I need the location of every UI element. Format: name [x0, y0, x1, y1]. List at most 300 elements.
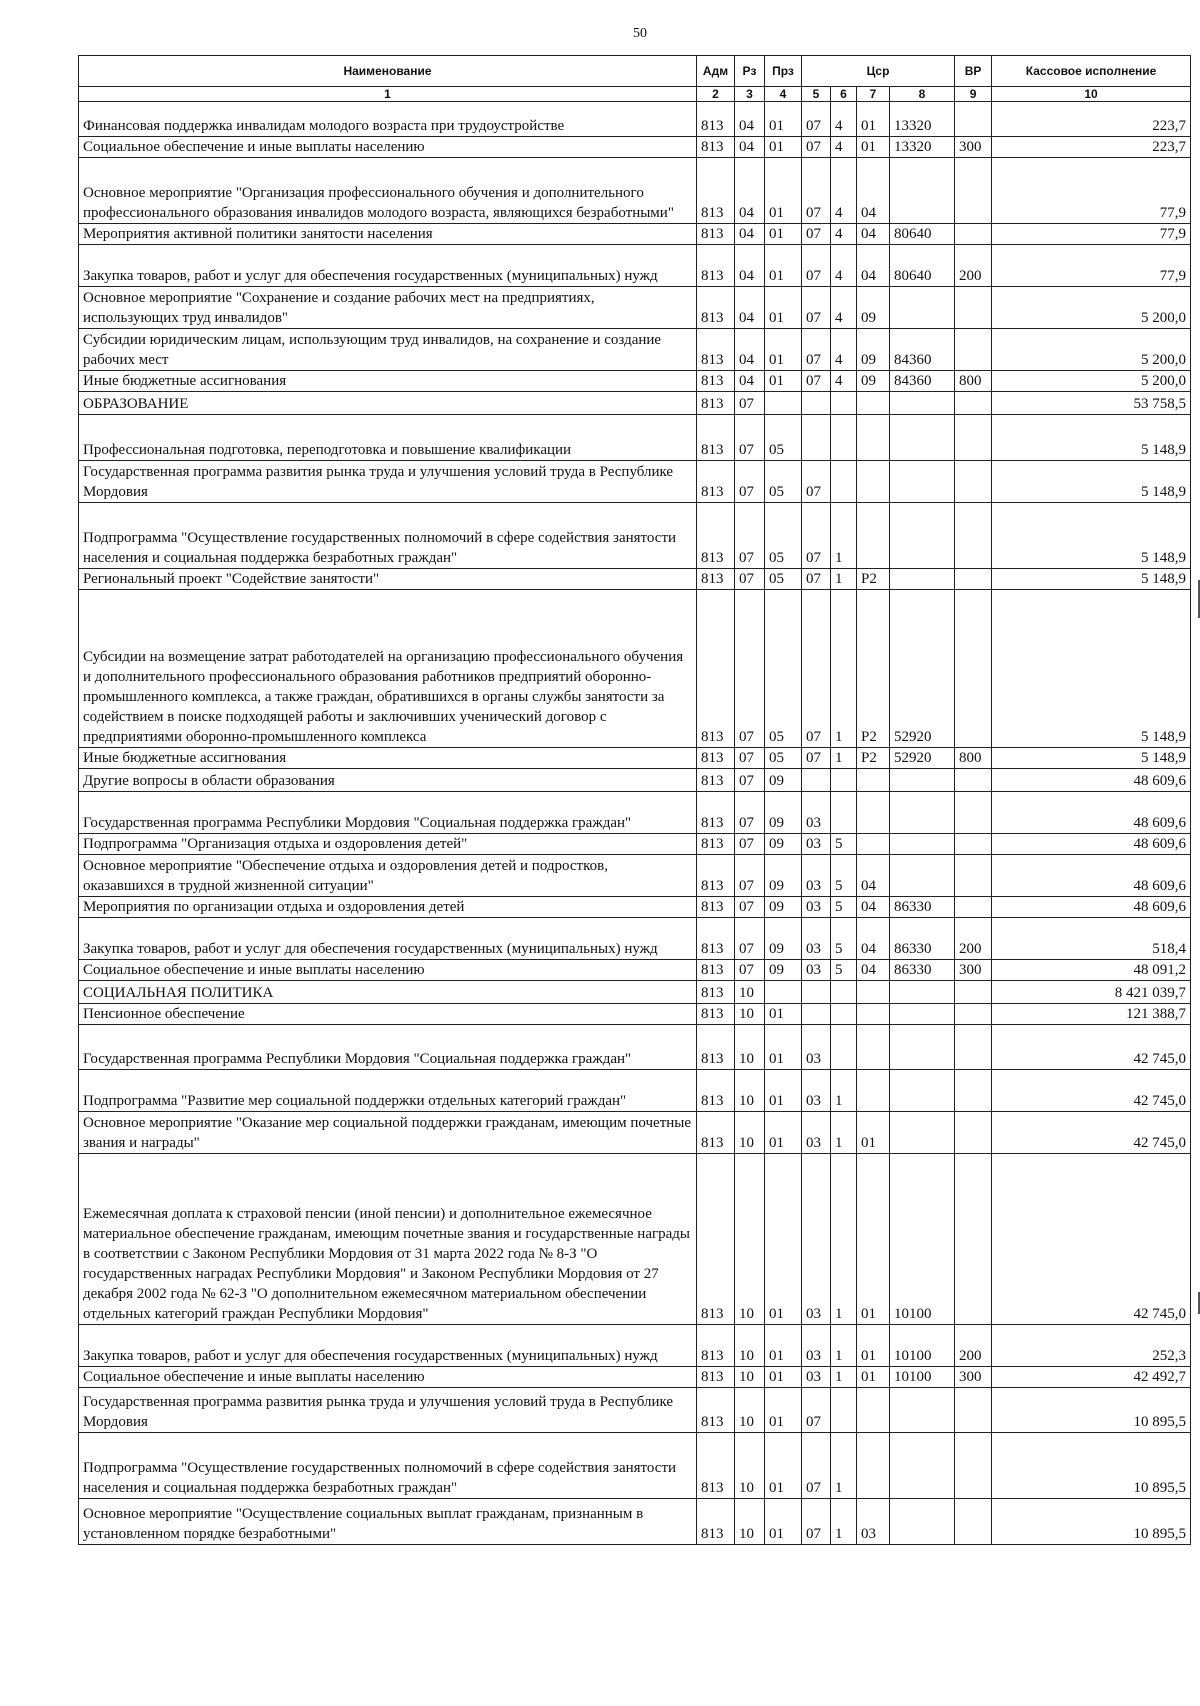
row-name: Государственная программа Республики Мордовия "Социальная поддержка граждан": [79, 1025, 697, 1070]
prz-code: 05: [765, 748, 802, 769]
csr-program: 07: [802, 569, 831, 590]
row-name: Иные бюджетные ассигнования: [79, 748, 697, 769]
adm-code: 813: [697, 158, 735, 224]
rz-code: 07: [735, 392, 765, 415]
prz-code: 05: [765, 503, 802, 569]
table-row: [79, 769, 1191, 792]
vr-code: 300: [955, 1367, 992, 1388]
csr-subprogram: 4: [831, 137, 857, 158]
csr-program: 07: [802, 329, 831, 371]
adm-code: 813: [697, 960, 735, 981]
csr-event: [857, 769, 890, 792]
rz-code: 04: [735, 287, 765, 329]
row-name: Государственная программа развития рынка труда и улучшения условий труда в Республике Мордовия: [79, 1388, 697, 1433]
column-number: 3: [735, 87, 765, 102]
csr-direction: 10100: [890, 1367, 955, 1388]
row-name: Субсидии на возмещение затрат работодателей на организацию профессионального обучения и дополнительного профессионального образования работников предприятий оборонно-промышленного комплекса, а также граждан, обратившихся в органы службы занятости за содействием в поиске подходящей работы и заключивших ученический договор с предприятиями оборонно-промышленного комплекса: [79, 590, 697, 748]
table-row: [79, 918, 1191, 960]
csr-subprogram: 4: [831, 158, 857, 224]
csr-direction: [890, 769, 955, 792]
header-name: Наименование: [79, 56, 697, 87]
rz-code: 07: [735, 503, 765, 569]
row-name: Пенсионное обеспечение: [79, 1004, 697, 1025]
csr-event: 04: [857, 158, 890, 224]
amount-value: 42 745,0: [992, 1154, 1191, 1325]
csr-direction: 52920: [890, 748, 955, 769]
vr-code: [955, 1154, 992, 1325]
column-number: 10: [992, 87, 1191, 102]
vr-code: [955, 503, 992, 569]
amount-value: 77,9: [992, 245, 1191, 287]
row-name: Подпрограмма "Организация отдыха и оздоровления детей": [79, 834, 697, 855]
row-name: ОБРАЗОВАНИЕ: [79, 392, 697, 415]
adm-code: 813: [697, 769, 735, 792]
prz-code: 09: [765, 855, 802, 897]
csr-event: P2: [857, 748, 890, 769]
prz-code: 01: [765, 371, 802, 392]
csr-event: 09: [857, 329, 890, 371]
csr-event: 01: [857, 137, 890, 158]
csr-subprogram: 1: [831, 503, 857, 569]
rz-code: 10: [735, 1025, 765, 1070]
amount-value: 10 895,5: [992, 1499, 1191, 1545]
header-adm: Адм: [697, 56, 735, 87]
csr-subprogram: 4: [831, 287, 857, 329]
prz-code: 01: [765, 287, 802, 329]
amount-value: 5 200,0: [992, 329, 1191, 371]
table-row: [79, 224, 1191, 245]
csr-subprogram: 4: [831, 102, 857, 137]
csr-direction: [890, 1433, 955, 1499]
row-name: Закупка товаров, работ и услуг для обеспечения государственных (муниципальных) нужд: [79, 245, 697, 287]
adm-code: 813: [697, 392, 735, 415]
table-row: [79, 981, 1191, 1004]
csr-event: P2: [857, 569, 890, 590]
csr-subprogram: [831, 461, 857, 503]
table-row: [79, 569, 1191, 590]
rz-code: 07: [735, 461, 765, 503]
csr-program: 07: [802, 245, 831, 287]
row-name: Закупка товаров, работ и услуг для обеспечения государственных (муниципальных) нужд: [79, 918, 697, 960]
rz-code: 04: [735, 224, 765, 245]
csr-event: [857, 1433, 890, 1499]
csr-subprogram: [831, 792, 857, 834]
csr-direction: [890, 569, 955, 590]
amount-value: 8 421 039,7: [992, 981, 1191, 1004]
csr-subprogram: [831, 1025, 857, 1070]
csr-direction: [890, 415, 955, 461]
csr-direction: 84360: [890, 371, 955, 392]
csr-direction: 84360: [890, 329, 955, 371]
csr-program: 03: [802, 855, 831, 897]
amount-value: 5 148,9: [992, 503, 1191, 569]
amount-value: 252,3: [992, 1325, 1191, 1367]
csr-event: 04: [857, 897, 890, 918]
amount-value: 48 609,6: [992, 834, 1191, 855]
header-csr: Цср: [802, 56, 955, 87]
amount-value: 121 388,7: [992, 1004, 1191, 1025]
rz-code: 10: [735, 1112, 765, 1154]
csr-event: [857, 1388, 890, 1433]
csr-subprogram: [831, 1388, 857, 1433]
prz-code: 01: [765, 1025, 802, 1070]
prz-code: 01: [765, 102, 802, 137]
amount-value: 10 895,5: [992, 1433, 1191, 1499]
csr-program: 03: [802, 1154, 831, 1325]
adm-code: 813: [697, 1112, 735, 1154]
amount-value: 48 091,2: [992, 960, 1191, 981]
adm-code: 813: [697, 102, 735, 137]
vr-code: 300: [955, 137, 992, 158]
adm-code: 813: [697, 1154, 735, 1325]
amount-value: 5 200,0: [992, 371, 1191, 392]
csr-program: [802, 392, 831, 415]
csr-subprogram: 4: [831, 224, 857, 245]
csr-direction: 13320: [890, 102, 955, 137]
vr-code: 200: [955, 918, 992, 960]
csr-event: 09: [857, 287, 890, 329]
csr-direction: [890, 834, 955, 855]
vr-code: [955, 834, 992, 855]
csr-subprogram: 1: [831, 1499, 857, 1545]
adm-code: 813: [697, 461, 735, 503]
table-row: [79, 855, 1191, 897]
table-row: [79, 1433, 1191, 1499]
prz-code: 01: [765, 245, 802, 287]
prz-code: [765, 392, 802, 415]
csr-direction: [890, 1499, 955, 1545]
prz-code: 01: [765, 224, 802, 245]
csr-subprogram: 5: [831, 834, 857, 855]
row-name: Основное мероприятие "Организация профессионального обучения и дополнительного профессионального образования инвалидов молодого возраста, являющихся безработными": [79, 158, 697, 224]
csr-program: 03: [802, 1367, 831, 1388]
csr-event: [857, 834, 890, 855]
header-prz: Прз: [765, 56, 802, 87]
vr-code: [955, 897, 992, 918]
adm-code: 813: [697, 1025, 735, 1070]
adm-code: 813: [697, 415, 735, 461]
csr-program: 07: [802, 503, 831, 569]
csr-event: [857, 1004, 890, 1025]
amount-value: 48 609,6: [992, 769, 1191, 792]
csr-subprogram: [831, 1004, 857, 1025]
csr-program: 07: [802, 461, 831, 503]
column-number: 1: [79, 87, 697, 102]
csr-direction: 10100: [890, 1154, 955, 1325]
csr-direction: 10100: [890, 1325, 955, 1367]
csr-subprogram: [831, 415, 857, 461]
csr-direction: 13320: [890, 137, 955, 158]
csr-direction: [890, 1004, 955, 1025]
rz-code: 10: [735, 1499, 765, 1545]
table-row: [79, 461, 1191, 503]
rz-code: 07: [735, 897, 765, 918]
csr-program: 03: [802, 1325, 831, 1367]
csr-event: 04: [857, 245, 890, 287]
adm-code: 813: [697, 792, 735, 834]
amount-value: 48 609,6: [992, 792, 1191, 834]
csr-direction: [890, 855, 955, 897]
row-name: Мероприятия по организации отдыха и оздоровления детей: [79, 897, 697, 918]
csr-event: 09: [857, 371, 890, 392]
row-name: Основное мероприятие "Сохранение и создание рабочих мест на предприятиях, использующих труд инвалидов": [79, 287, 697, 329]
amount-value: 42 745,0: [992, 1070, 1191, 1112]
row-name: Финансовая поддержка инвалидам молодого возраста при трудоустройстве: [79, 102, 697, 137]
vr-code: [955, 1025, 992, 1070]
csr-direction: 80640: [890, 245, 955, 287]
csr-subprogram: 1: [831, 748, 857, 769]
csr-program: [802, 415, 831, 461]
rz-code: 04: [735, 158, 765, 224]
adm-code: 813: [697, 918, 735, 960]
adm-code: 813: [697, 1499, 735, 1545]
csr-event: [857, 503, 890, 569]
column-number: 6: [831, 87, 857, 102]
prz-code: 05: [765, 415, 802, 461]
rz-code: 10: [735, 1004, 765, 1025]
table-row: [79, 1388, 1191, 1433]
csr-direction: [890, 981, 955, 1004]
prz-code: 01: [765, 1112, 802, 1154]
vr-code: [955, 287, 992, 329]
table-row: [79, 897, 1191, 918]
csr-direction: [890, 1112, 955, 1154]
csr-event: 04: [857, 855, 890, 897]
adm-code: 813: [697, 224, 735, 245]
table-row: [79, 792, 1191, 834]
table-row: [79, 102, 1191, 137]
adm-code: 813: [697, 1367, 735, 1388]
header-amount: Кассовое исполнение: [992, 56, 1191, 87]
vr-code: [955, 224, 992, 245]
vr-code: [955, 1004, 992, 1025]
row-name: СОЦИАЛЬНАЯ ПОЛИТИКА: [79, 981, 697, 1004]
vr-code: [955, 1112, 992, 1154]
csr-program: 03: [802, 918, 831, 960]
csr-direction: [890, 1388, 955, 1433]
table-row: [79, 1499, 1191, 1545]
table-body: [79, 102, 1191, 1545]
csr-direction: [890, 503, 955, 569]
table-row: [79, 1325, 1191, 1367]
rz-code: 04: [735, 371, 765, 392]
header-vr: ВР: [955, 56, 992, 87]
header-rz: Рз: [735, 56, 765, 87]
csr-subprogram: 1: [831, 1112, 857, 1154]
table-row: [79, 1154, 1191, 1325]
row-name: Региональный проект "Содействие занятости": [79, 569, 697, 590]
amount-value: 223,7: [992, 137, 1191, 158]
csr-event: 04: [857, 224, 890, 245]
csr-direction: [890, 1025, 955, 1070]
rz-code: 07: [735, 748, 765, 769]
csr-event: [857, 792, 890, 834]
rz-code: 10: [735, 1367, 765, 1388]
csr-event: [857, 461, 890, 503]
vr-code: 200: [955, 1325, 992, 1367]
rz-code: 04: [735, 329, 765, 371]
adm-code: 813: [697, 897, 735, 918]
row-name: Социальное обеспечение и иные выплаты населению: [79, 1367, 697, 1388]
csr-direction: [890, 792, 955, 834]
amount-value: 77,9: [992, 158, 1191, 224]
table-row: [79, 392, 1191, 415]
prz-code: 01: [765, 1433, 802, 1499]
column-number: 2: [697, 87, 735, 102]
csr-event: [857, 981, 890, 1004]
prz-code: 01: [765, 1154, 802, 1325]
vr-code: [955, 855, 992, 897]
csr-program: 03: [802, 1025, 831, 1070]
vr-code: [955, 1388, 992, 1433]
prz-code: 05: [765, 461, 802, 503]
adm-code: 813: [697, 748, 735, 769]
table-row: [79, 1367, 1191, 1388]
csr-event: 01: [857, 1325, 890, 1367]
table-row: [79, 371, 1191, 392]
csr-direction: [890, 392, 955, 415]
csr-program: 07: [802, 287, 831, 329]
csr-program: 07: [802, 137, 831, 158]
row-name: Государственная программа развития рынка труда и улучшения условий труда в Республике Мордовия: [79, 461, 697, 503]
rz-code: 04: [735, 245, 765, 287]
prz-code: 01: [765, 1325, 802, 1367]
row-name: Основное мероприятие "Оказание мер социальной поддержки гражданам, имеющим почетные звания и награды": [79, 1112, 697, 1154]
csr-program: 03: [802, 897, 831, 918]
csr-program: 07: [802, 748, 831, 769]
row-name: Основное мероприятие "Осуществление социальных выплат гражданам, признанным в установленном порядке безработными": [79, 1499, 697, 1545]
csr-event: 04: [857, 960, 890, 981]
vr-code: [955, 329, 992, 371]
table-row: [79, 245, 1191, 287]
adm-code: 813: [697, 371, 735, 392]
vr-code: 800: [955, 748, 992, 769]
amount-value: 5 148,9: [992, 569, 1191, 590]
prz-code: 01: [765, 1004, 802, 1025]
prz-code: 01: [765, 1499, 802, 1545]
amount-value: 5 148,9: [992, 415, 1191, 461]
prz-code: 09: [765, 792, 802, 834]
csr-program: [802, 769, 831, 792]
adm-code: 813: [697, 329, 735, 371]
column-number: 4: [765, 87, 802, 102]
row-name: Подпрограмма "Осуществление государственных полномочий в сфере содействия занятости населения и социальная поддержка безработных граждан": [79, 1433, 697, 1499]
csr-subprogram: 5: [831, 855, 857, 897]
vr-code: 200: [955, 245, 992, 287]
rz-code: 10: [735, 981, 765, 1004]
adm-code: 813: [697, 834, 735, 855]
csr-event: 01: [857, 1154, 890, 1325]
table-row: [79, 1070, 1191, 1112]
csr-subprogram: 1: [831, 1433, 857, 1499]
table-row: [79, 1004, 1191, 1025]
rz-code: 10: [735, 1154, 765, 1325]
row-name: Другие вопросы в области образования: [79, 769, 697, 792]
rz-code: 07: [735, 415, 765, 461]
csr-subprogram: 5: [831, 960, 857, 981]
column-number: 9: [955, 87, 992, 102]
adm-code: 813: [697, 1433, 735, 1499]
table-row: [79, 329, 1191, 371]
csr-subprogram: 4: [831, 329, 857, 371]
csr-program: 03: [802, 1070, 831, 1112]
budget-table: [78, 55, 1191, 1545]
rz-code: 07: [735, 834, 765, 855]
amount-value: 53 758,5: [992, 392, 1191, 415]
rz-code: 04: [735, 137, 765, 158]
csr-subprogram: 1: [831, 1325, 857, 1367]
row-name: Иные бюджетные ассигнования: [79, 371, 697, 392]
prz-code: 09: [765, 918, 802, 960]
column-number: 7: [857, 87, 890, 102]
table-row: [79, 1112, 1191, 1154]
prz-code: 05: [765, 590, 802, 748]
table-row: [79, 415, 1191, 461]
csr-program: [802, 1004, 831, 1025]
row-name: Социальное обеспечение и иные выплаты населению: [79, 137, 697, 158]
adm-code: 813: [697, 590, 735, 748]
vr-code: [955, 769, 992, 792]
amount-value: 42 745,0: [992, 1112, 1191, 1154]
csr-subprogram: 1: [831, 1154, 857, 1325]
table-row: [79, 158, 1191, 224]
rz-code: 10: [735, 1325, 765, 1367]
column-number: 5: [802, 87, 831, 102]
rz-code: 07: [735, 569, 765, 590]
csr-subprogram: 4: [831, 245, 857, 287]
csr-subprogram: [831, 392, 857, 415]
vr-code: [955, 415, 992, 461]
adm-code: 813: [697, 1070, 735, 1112]
amount-value: 5 148,9: [992, 748, 1191, 769]
column-number-row: [79, 87, 1191, 102]
adm-code: 813: [697, 503, 735, 569]
csr-subprogram: 1: [831, 1070, 857, 1112]
amount-value: 223,7: [992, 102, 1191, 137]
rz-code: 07: [735, 960, 765, 981]
csr-direction: 86330: [890, 960, 955, 981]
vr-code: [955, 1070, 992, 1112]
csr-subprogram: 5: [831, 897, 857, 918]
row-name: Мероприятия активной политики занятости населения: [79, 224, 697, 245]
csr-program: 03: [802, 834, 831, 855]
rz-code: 07: [735, 769, 765, 792]
csr-event: [857, 1025, 890, 1070]
csr-subprogram: 5: [831, 918, 857, 960]
table-row: [79, 590, 1191, 748]
csr-direction: 80640: [890, 224, 955, 245]
csr-program: 07: [802, 1499, 831, 1545]
table-row: [79, 1025, 1191, 1070]
vr-code: 300: [955, 960, 992, 981]
adm-code: 813: [697, 1004, 735, 1025]
csr-program: 07: [802, 102, 831, 137]
csr-event: 01: [857, 1367, 890, 1388]
adm-code: 813: [697, 981, 735, 1004]
vr-code: [955, 102, 992, 137]
csr-event: [857, 415, 890, 461]
prz-code: 01: [765, 1388, 802, 1433]
csr-event: 01: [857, 1112, 890, 1154]
prz-code: 01: [765, 158, 802, 224]
row-name: Государственная программа Республики Мордовия "Социальная поддержка граждан": [79, 792, 697, 834]
vr-code: [955, 461, 992, 503]
csr-subprogram: 4: [831, 371, 857, 392]
csr-program: 03: [802, 960, 831, 981]
csr-program: 07: [802, 1433, 831, 1499]
rz-code: 10: [735, 1433, 765, 1499]
rz-code: 10: [735, 1070, 765, 1112]
